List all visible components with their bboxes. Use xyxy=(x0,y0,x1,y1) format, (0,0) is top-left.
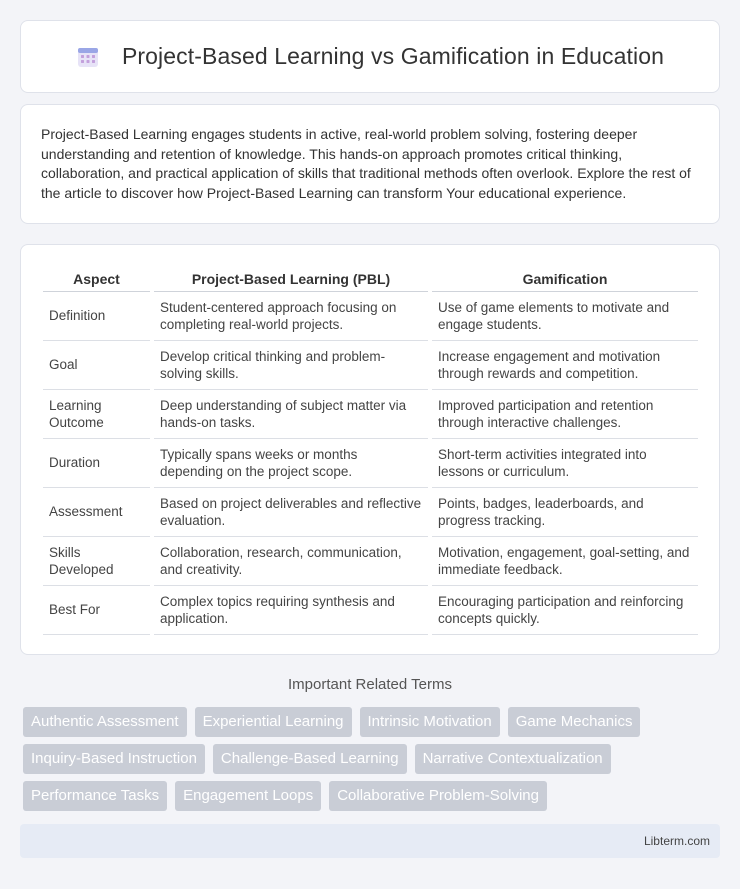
page-title: Project-Based Learning vs Gamification in Education xyxy=(121,43,665,69)
table-row xyxy=(43,586,698,635)
cell-pbl: Student-centered approach focusing on completing real-world projects. xyxy=(154,292,428,341)
cell-gamification: Points, badges, leaderboards, and progress tracking. xyxy=(432,488,698,537)
related-terms-row xyxy=(23,781,555,811)
cell-gamification: Encouraging participation and reinforcing concepts quickly. xyxy=(432,586,698,635)
related-terms-row xyxy=(23,744,619,774)
related-term-tag[interactable]: Experiential Learning xyxy=(195,707,352,737)
cell-aspect: Best For xyxy=(43,586,150,635)
cell-aspect: Assessment xyxy=(43,488,150,537)
cell-pbl: Based on project deliverables and reflective evaluation. xyxy=(154,488,428,537)
comparison-table xyxy=(43,263,698,635)
related-term-tag[interactable]: Inquiry-Based Instruction xyxy=(23,744,205,774)
intro-text: Project-Based Learning engages students in active, real-world problem solving, fostering deeper understanding and retention of knowledge. This hands-on approach promotes critical thinking, collaboration, and practical application of skills that traditional methods often overlook. Explore the rest of the article to discover how Project-Based Learning can transform Your educational experience. xyxy=(41,126,691,201)
cell-pbl: Deep understanding of subject matter via hands-on tasks. xyxy=(154,390,428,439)
header-gamification: Gamification xyxy=(432,263,698,292)
footer xyxy=(20,824,720,858)
cell-pbl: Typically spans weeks or months depending on the project scope. xyxy=(154,439,428,488)
footer-site-link[interactable]: Libterm.com xyxy=(643,834,710,848)
related-terms-row xyxy=(23,707,648,737)
table-row xyxy=(43,292,698,341)
header-aspect: Aspect xyxy=(43,263,150,292)
cell-gamification: Motivation, engagement, goal-setting, and immediate feedback. xyxy=(432,537,698,586)
cell-aspect: Duration xyxy=(43,439,150,488)
related-term-tag[interactable]: Game Mechanics xyxy=(508,707,641,737)
table-row xyxy=(43,537,698,586)
header-card xyxy=(20,20,720,93)
cell-aspect: Definition xyxy=(43,292,150,341)
related-term-tag[interactable]: Collaborative Problem-Solving xyxy=(329,781,547,811)
table-row xyxy=(43,488,698,537)
cell-aspect: Skills Developed xyxy=(43,537,150,586)
table-row xyxy=(43,390,698,439)
cell-pbl: Develop critical thinking and problem-solving skills. xyxy=(154,341,428,390)
cell-gamification: Short-term activities integrated into lessons or curriculum. xyxy=(432,439,698,488)
calendar-grid-icon xyxy=(76,45,100,69)
cell-gamification: Use of game elements to motivate and engage students. xyxy=(432,292,698,341)
cell-pbl: Collaboration, research, communication, and creativity. xyxy=(154,537,428,586)
intro-card xyxy=(20,104,720,224)
cell-gamification: Increase engagement and motivation through rewards and competition. xyxy=(432,341,698,390)
related-term-tag[interactable]: Challenge-Based Learning xyxy=(213,744,407,774)
comparison-card xyxy=(20,244,720,655)
cell-pbl: Complex topics requiring synthesis and application. xyxy=(154,586,428,635)
cell-aspect: Learning Outcome xyxy=(43,390,150,439)
related-terms-title: Important Related Terms xyxy=(288,676,452,693)
related-term-tag[interactable]: Narrative Contextualization xyxy=(415,744,611,774)
cell-gamification: Improved participation and retention through interactive challenges. xyxy=(432,390,698,439)
table-row xyxy=(43,439,698,488)
table-header-row xyxy=(43,263,698,292)
related-term-tag[interactable]: Intrinsic Motivation xyxy=(360,707,500,737)
related-term-tag[interactable]: Engagement Loops xyxy=(175,781,321,811)
cell-aspect: Goal xyxy=(43,341,150,390)
table-row xyxy=(43,341,698,390)
header-pbl: Project-Based Learning (PBL) xyxy=(154,263,428,292)
related-term-tag[interactable]: Performance Tasks xyxy=(23,781,167,811)
related-term-tag[interactable]: Authentic Assessment xyxy=(23,707,187,737)
